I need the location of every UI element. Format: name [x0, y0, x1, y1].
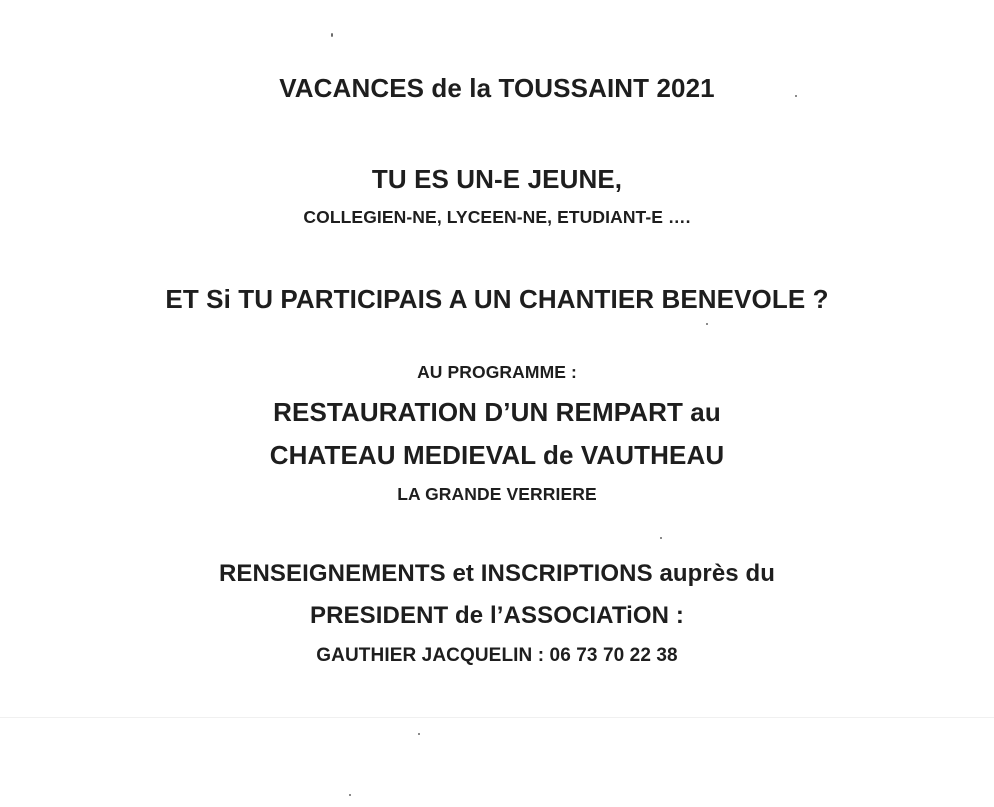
program-restoration: RESTAURATION D’UN REMPART au [273, 397, 721, 427]
contact-info-heading: RENSEIGNEMENTS et INSCRIPTIONS auprès du [218, 560, 776, 587]
scan-speck [706, 323, 708, 325]
scan-artifact-line [0, 717, 994, 718]
intro-audience: COLLEGIEN-NE, LYCEEN-NE, ETUDIANT-E …. [303, 207, 691, 227]
scan-speck [660, 537, 662, 539]
contact-president: PRESIDENT de l’ASSOCIATiON : [310, 602, 684, 629]
program-label: AU PROGRAMME : [417, 362, 577, 382]
flyer-title: VACANCES de la TOUSSAINT 2021 [279, 73, 715, 103]
scan-speck [331, 33, 333, 37]
scan-speck [349, 794, 351, 796]
volunteer-question: ET Si TU PARTICIPAIS A UN CHANTIER BENEVOLE ? [165, 284, 829, 314]
intro-heading: TU ES UN-E JEUNE, [371, 164, 623, 194]
contact-phone: GAUTHIER JACQUELIN : 06 73 70 22 38 [316, 645, 678, 666]
scan-speck [418, 733, 420, 735]
scan-speck [795, 95, 797, 97]
program-location: LA GRANDE VERRIERE [397, 484, 597, 504]
program-castle: CHATEAU MEDIEVAL de VAUTHEAU [269, 440, 725, 470]
